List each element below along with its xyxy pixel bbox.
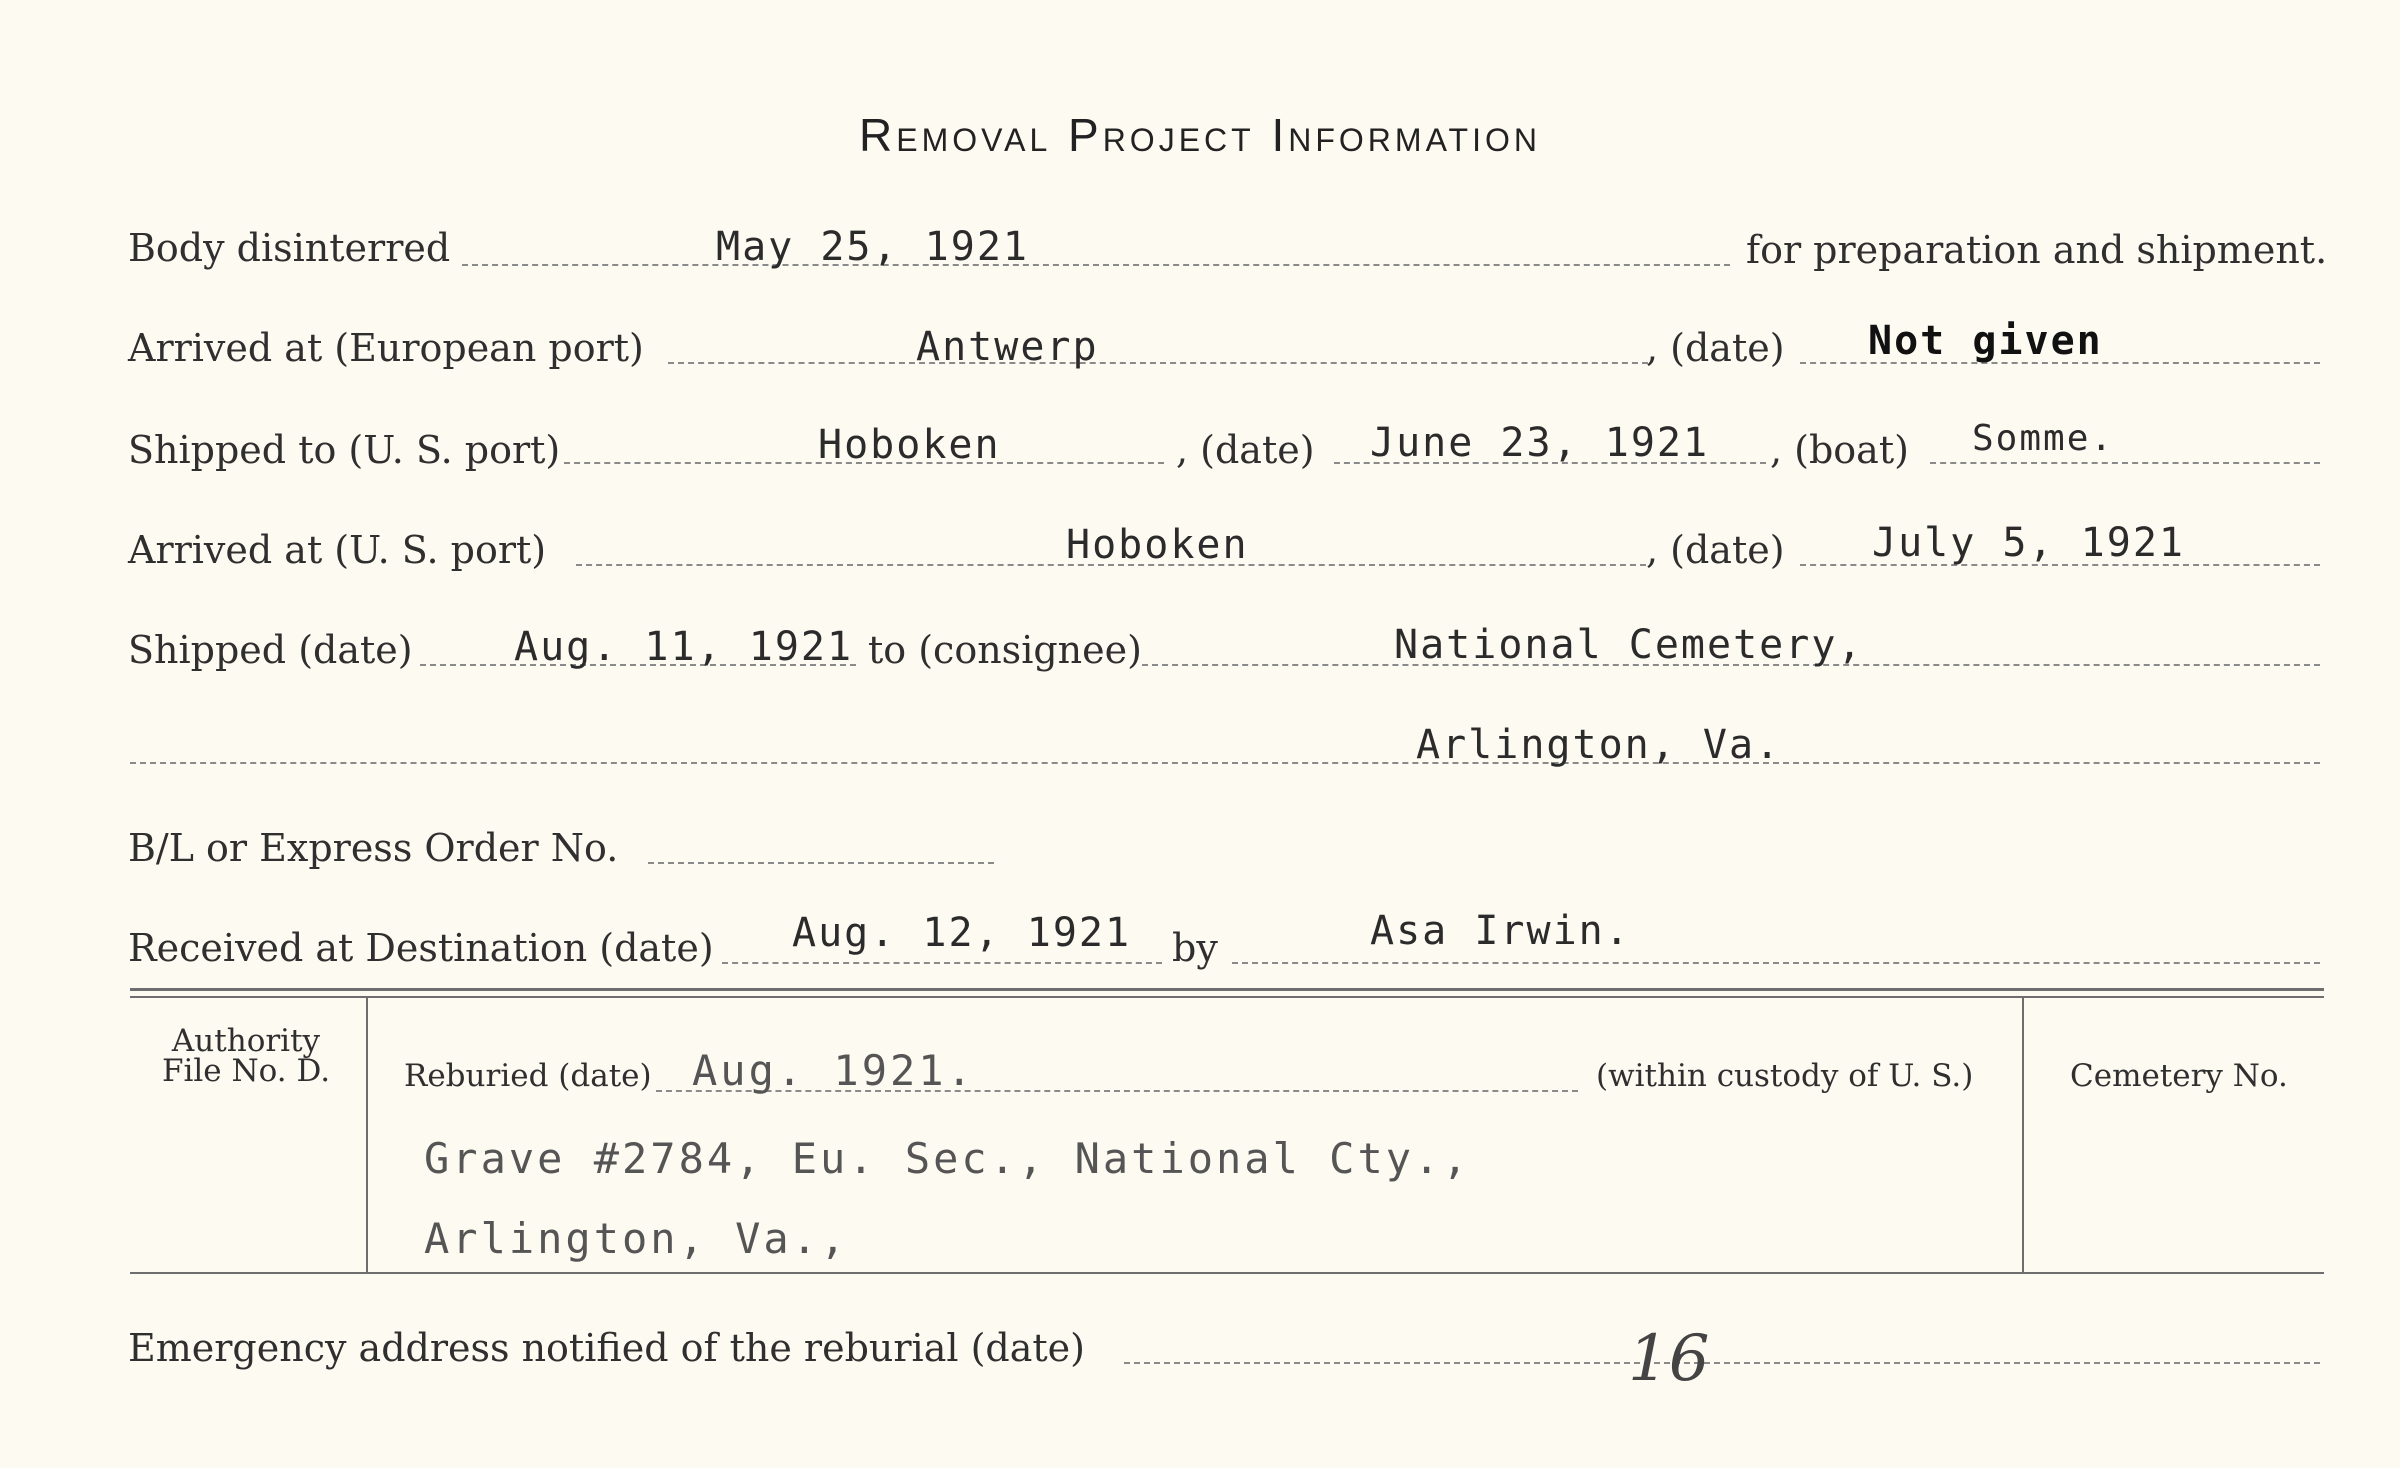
body-disinterred-suffix: for preparation and shipment. (1746, 228, 2328, 272)
box-right-divider (2022, 998, 2024, 1272)
us-port-value: Hoboken (1066, 522, 1249, 568)
received-label: Received at Destination (date) (128, 926, 714, 970)
shipped-to-value: Hoboken (818, 422, 1001, 468)
received-value: Aug. 12, 1921 (792, 910, 1132, 956)
eu-date-label: , (date) (1646, 326, 1785, 370)
section-divider-top (130, 988, 2324, 991)
shipped-value: Aug. 11, 1921 (514, 624, 854, 670)
eu-date-value: Not given (1868, 318, 2103, 364)
bl-label: B/L or Express Order No. (128, 826, 619, 870)
consignee-label: to (consignee) (868, 628, 1142, 672)
eu-port-value: Antwerp (916, 324, 1099, 370)
authority-line-2: File No. D. (161, 1053, 331, 1089)
authority-line-1: Authority (171, 1023, 321, 1059)
boat-value: Somme. (1972, 418, 2115, 459)
page-title: Removal Project Information (859, 109, 1541, 161)
section-divider-top-inner (130, 996, 2324, 998)
handwritten-mark: 16 (1628, 1322, 1710, 1396)
body-disinterred-value: May 25, 1921 (716, 224, 1029, 270)
consignee-line-1: National Cemetery, (1394, 622, 1864, 668)
box-left-divider (366, 998, 368, 1272)
custody-label: (within custody of U. S.) (1596, 1058, 1974, 1094)
boat-line (1930, 462, 2320, 464)
cemetery-no-label: Cemetery No. (2070, 1058, 2288, 1094)
by-label: by (1172, 926, 1218, 970)
received-line (722, 962, 1162, 964)
shipped-date-label: , (date) (1176, 428, 1315, 472)
us-date-value: July 5, 1921 (1872, 520, 2185, 566)
body-disinterred-label: Body disinterred (128, 226, 451, 270)
reburied-label: Reburied (date) (404, 1058, 652, 1094)
consignee-line-2: Arlington, Va. (1416, 722, 1782, 768)
us-date-label: , (date) (1646, 528, 1785, 572)
grave-line-2: Arlington, Va., (424, 1214, 849, 1263)
body-disinterred-line (462, 264, 1730, 266)
emergency-label: Emergency address notified of the reburial (date) (128, 1326, 1085, 1370)
us-port-label: Arrived at (U. S. port) (128, 528, 547, 572)
bl-line (648, 862, 994, 864)
emergency-line (1124, 1362, 2320, 1364)
section-divider-bottom (130, 1272, 2324, 1274)
shipped-to-label: Shipped to (U. S. port) (128, 428, 561, 472)
by-line (1232, 962, 2320, 964)
shipped-label: Shipped (date) (128, 628, 413, 672)
authority-label (130, 1023, 362, 1089)
eu-port-line (668, 362, 1648, 364)
grave-line-1: Grave #2784, Eu. Sec., National Cty., (424, 1134, 1471, 1183)
by-value: Asa Irwin. (1370, 908, 1631, 954)
reburied-value: Aug. 1921. (692, 1046, 975, 1095)
shipped-date-value: June 23, 1921 (1370, 420, 1710, 466)
boat-label: , (boat) (1770, 428, 1909, 472)
consignee-line-2-rule (130, 762, 2320, 764)
eu-port-label: Arrived at (European port) (128, 326, 644, 370)
